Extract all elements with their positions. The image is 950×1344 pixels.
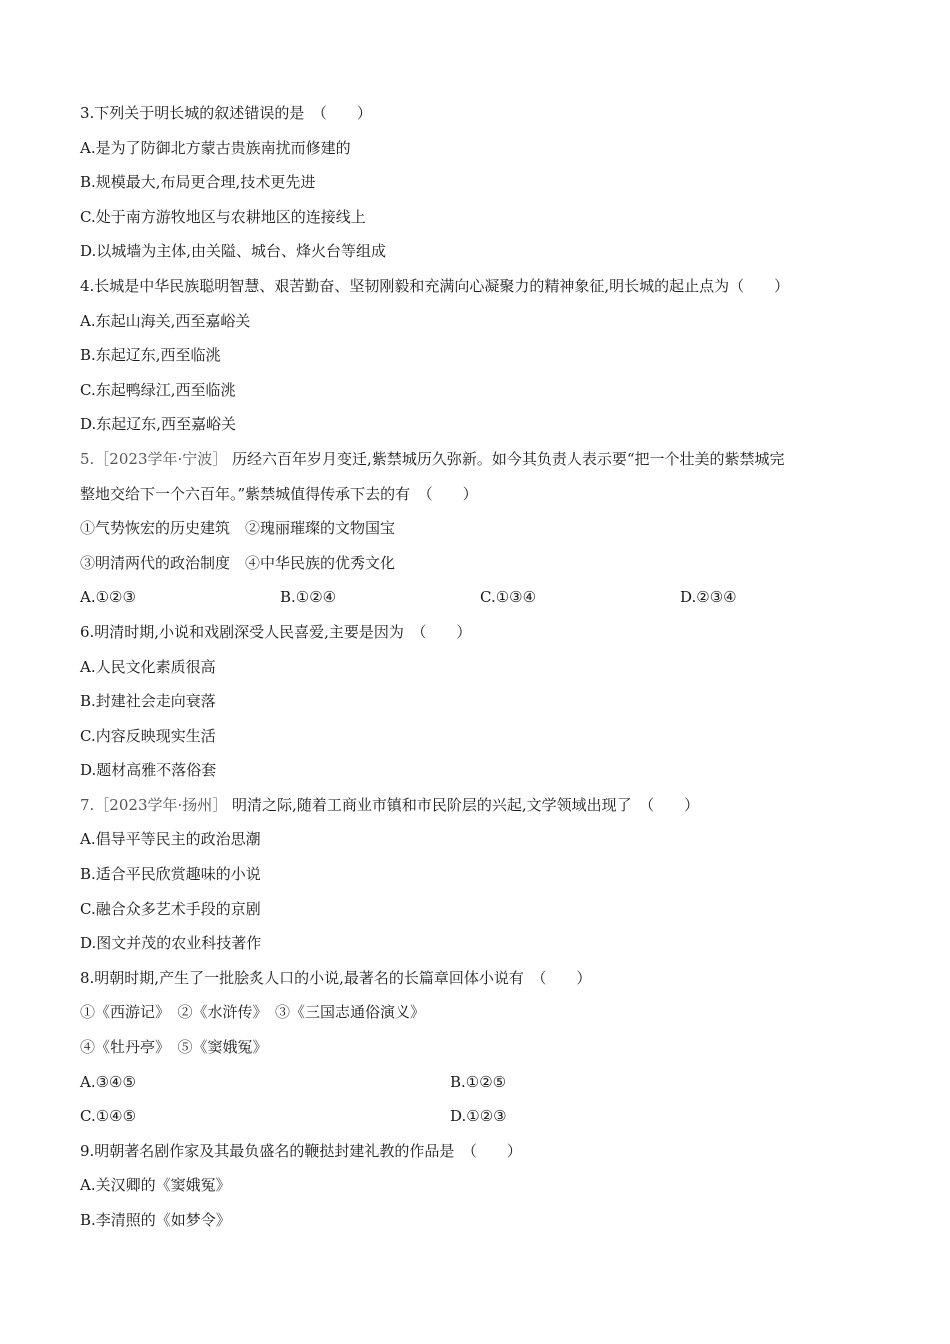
option-d: D.以城墙为主体,由关隘、城台、烽火台等组成 xyxy=(80,242,387,261)
question-4 xyxy=(80,269,880,442)
option-b: B.①②⑤ xyxy=(450,1072,507,1091)
option-d: D.①②③ xyxy=(450,1107,507,1126)
option-a: A.东起山海关,西至嘉峪关 xyxy=(80,311,251,330)
source-tag: 5.［2023学年·宁波］ xyxy=(80,449,228,468)
option-a: A.倡导平等民主的政治思潮 xyxy=(80,830,261,849)
option-b: B.适合平民欣赏趣味的小说 xyxy=(80,865,261,884)
option-a: A.人民文化素质很高 xyxy=(80,657,216,676)
statement-items: ④《牡丹亭》 ⑤《窦娥冤》 xyxy=(80,1038,268,1057)
question-9 xyxy=(80,1134,880,1238)
option-a: A.关汉卿的《窦娥冤》 xyxy=(80,1176,231,1195)
question-stem: 4.长城是中华民族聪明智慧、艰苦勤奋、坚韧刚毅和充满向心凝聚力的精神象征,明长城的起止点为（ ） xyxy=(80,276,790,295)
question-stem: 6.明清时期,小说和戏剧深受人民喜爱,主要是因为 （ ） xyxy=(80,622,472,641)
option-b: B.①②④ xyxy=(280,588,337,607)
option-c: C.①③④ xyxy=(480,588,537,607)
worksheet-page xyxy=(80,96,880,1238)
statement-items: ③明清两代的政治制度 ④中华民族的优秀文化 xyxy=(80,553,396,572)
option-c: C.东起鸭绿江,西至临洮 xyxy=(80,380,236,399)
option-d: D.图文并茂的农业科技著作 xyxy=(80,934,262,953)
option-b: B.封建社会走向衰落 xyxy=(80,692,216,711)
stem-text: 历经六百年岁月变迁,紫禁城历久弥新。如今其负责人表示要“把一个壮美的紫禁城完 xyxy=(232,449,785,468)
option-a: A.是为了防御北方蒙古贵族南扰而修建的 xyxy=(80,138,351,157)
options-row xyxy=(80,580,880,615)
option-c: C.融合众多艺术手段的京剧 xyxy=(80,899,261,918)
question-6 xyxy=(80,615,880,788)
question-7 xyxy=(80,788,880,961)
option-a: A.①②③ xyxy=(80,588,136,607)
question-3 xyxy=(80,96,880,269)
option-c: C.内容反映现实生活 xyxy=(80,726,216,745)
option-b: B.规模最大,布局更合理,技术更先进 xyxy=(80,173,316,192)
option-d: D.东起辽东,西至嘉峪关 xyxy=(80,415,237,434)
option-b: B.东起辽东,西至临洮 xyxy=(80,346,221,365)
option-b: B.李清照的《如梦令》 xyxy=(80,1211,231,1229)
stem-text: 明清之际,随着工商业市镇和市民阶层的兴起,文学领域出现了 （ ） xyxy=(232,795,700,814)
question-5 xyxy=(80,442,880,615)
option-c: C.①④⑤ xyxy=(80,1107,137,1126)
option-a: A.③④⑤ xyxy=(80,1072,136,1091)
options-row xyxy=(80,1065,880,1100)
question-8 xyxy=(80,961,880,1134)
source-tag: 7.［2023学年·扬州］ xyxy=(80,795,228,814)
question-stem xyxy=(80,442,880,477)
option-c: C.处于南方游牧地区与农耕地区的连接线上 xyxy=(80,207,366,226)
statement-items: ①《西游记》 ②《水浒传》 ③《三国志通俗演义》 xyxy=(80,1003,426,1022)
question-stem-continued: 整地交给下一个六百年。”紫禁城值得传承下去的有 （ ） xyxy=(80,484,478,503)
statement-items: ①气势恢宏的历史建筑 ②瑰丽璀璨的文物国宝 xyxy=(80,519,396,538)
question-stem: 3.下列关于明长城的叙述错误的是 （ ） xyxy=(80,104,372,122)
option-d: D.题材高雅不落俗套 xyxy=(80,761,217,780)
question-stem xyxy=(80,788,880,823)
option-d: D.②③④ xyxy=(680,588,737,607)
question-stem: 9.明朝著名剧作家及其最负盛名的鞭挞封建礼教的作品是 （ ） xyxy=(80,1141,522,1160)
options-row xyxy=(80,1099,880,1134)
question-stem: 8.明朝时期,产生了一批脍炙人口的小说,最著名的长篇章回体小说有 （ ） xyxy=(80,968,592,987)
